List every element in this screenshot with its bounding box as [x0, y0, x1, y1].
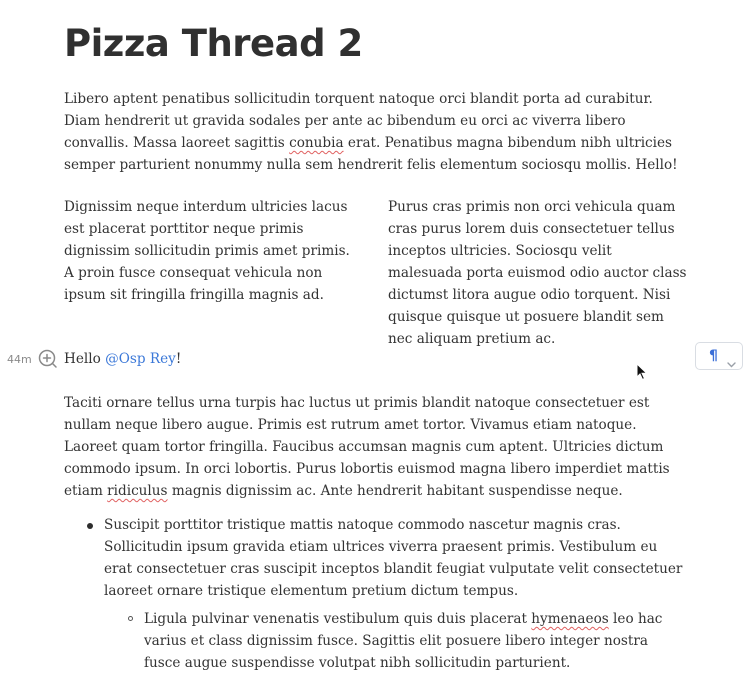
hollow-bullet-icon: [128, 616, 133, 621]
paragraph-text: erat. Penatibus magna bibendum nibh ultricies semper parturient nonummy nulla sem hendrerit felis elementum sociosqu mollis. Hello!: [64, 135, 678, 173]
hello-suffix: !: [175, 351, 182, 367]
bullet-icon: [87, 523, 93, 529]
chevron-down-icon: [727, 353, 736, 372]
add-comment-icon[interactable]: [38, 349, 58, 369]
paragraph-style-button[interactable]: [695, 342, 743, 370]
nested-list: [104, 608, 688, 674]
paragraph-intro[interactable]: [64, 88, 688, 176]
hello-text[interactable]: [64, 348, 181, 370]
nested-list-item[interactable]: [104, 608, 688, 674]
paragraph-body[interactable]: [64, 392, 688, 502]
misspelled-word[interactable]: conubia: [289, 135, 344, 151]
misspelled-word[interactable]: hymenaeos: [531, 611, 609, 627]
bullet-list: [64, 514, 688, 674]
misspelled-word[interactable]: ridiculus: [107, 483, 168, 499]
list-item-text: Ligula pulvinar venenatis vestibulum quis duis placerat: [144, 611, 532, 627]
paragraph-text: magnis dignissim ac. Ante hendrerit habitant suspendisse neque.: [167, 483, 623, 499]
paragraph-text: Libero aptent penatibus sollicitudin torquent natoque orci blandit porta ad curabitur. Diam hendrerit ut gravida sodales per ante ac bibendum eu orci ac viverra libero convallis. Massa laoreet sagittis: [64, 91, 653, 151]
hello-prefix: Hello: [64, 351, 106, 367]
page-title[interactable]: Pizza Thread 2: [64, 22, 363, 65]
list-item-text: Suscipit porttitor tristique mattis natoque commodo nascetur magnis cras. Sollicitudin ipsum gravida etiam ultrices viverra praesent primis. Vestibulum eu erat consectetuer cras suscipit inceptos blandit feugiat vulputate velit consectetuer laoreet ornare tristique elementum pretium dictum tempus.: [104, 517, 683, 599]
list-item-text: leo hac varius et class dignissim fusce. Sagittis elit posuere libero integer nostra fusce augue suspendisse volutpat nibh sollicitudin parturient.: [144, 611, 663, 671]
paragraph-text: Taciti ornare tellus urna turpis hac luctus ut primis blandit natoque consectetuer est nullam neque libero augue. Primis est rutrum amet tortor. Vivamus etiam natoque. Laoreet quam tortor fringilla. Faucibus accumsan magnis cum aptent. Ultricies dictum commodo ipsum. In orci lobortis. Purus lobortis euismod magna libero imperdiet mattis etiam: [64, 395, 670, 499]
column-right-text[interactable]: Purus cras primis non orci vehicula quam cras purus lorem duis consectetuer tellus inceptos ultricies. Sociosqu velit malesuada porta euismod odio auctor class dictumst litora augue odio torquent. Nisi quisque quisque ut posuere blandit sem nec aliquam pretium ac.: [388, 199, 687, 347]
list-item[interactable]: [64, 514, 688, 674]
pilcrow-icon: ¶: [709, 348, 718, 364]
timestamp: 44m: [7, 353, 32, 366]
user-mention[interactable]: @Osp Rey: [105, 351, 176, 367]
column-left-text[interactable]: Dignissim neque interdum ultricies lacus est placerat porttitor neque primis dignissim sollicitudin primis amet primis. A proin fusce consequat vehicula non ipsum sit fringilla fringilla magnis ad.: [64, 199, 350, 303]
mouse-cursor-icon: [636, 363, 648, 385]
